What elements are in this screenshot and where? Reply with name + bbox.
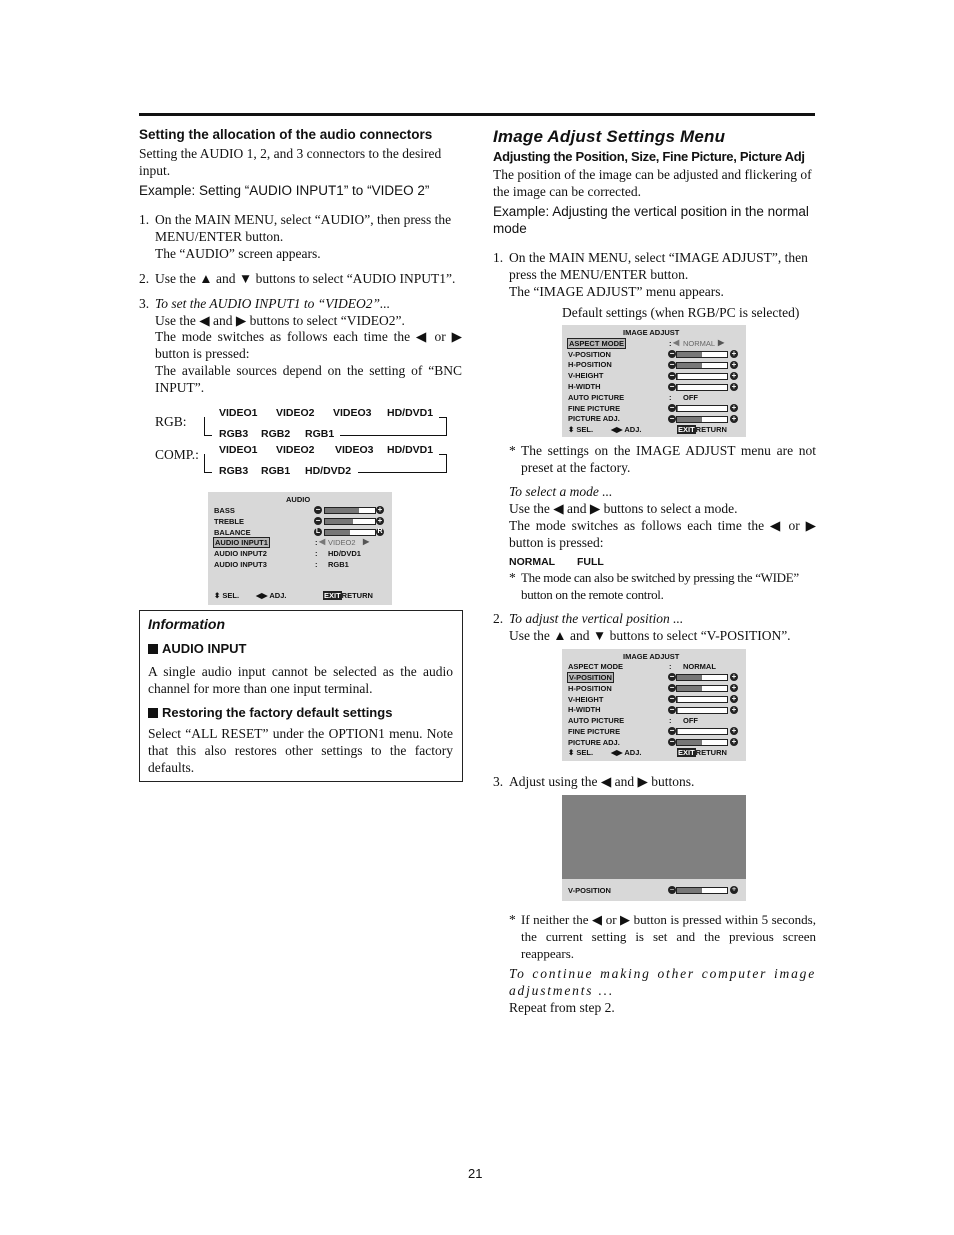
menu-row-treble[interactable]: TREBLE — [214, 517, 244, 526]
comp-label: COMP.: — [155, 447, 199, 462]
menu-footer-adj — [611, 748, 641, 757]
updown-icon: ⬍ — [568, 748, 575, 757]
menu-colon: : — [315, 538, 318, 547]
auto-picture-value: OFF — [683, 716, 698, 725]
exit-key[interactable]: EXIT — [324, 591, 341, 600]
menu-colon: : — [669, 662, 672, 671]
slider-fill — [677, 417, 702, 422]
information-box — [139, 610, 463, 782]
menu-colon: : — [315, 560, 318, 569]
v-position-slider[interactable] — [676, 351, 728, 358]
menu-footer-exit — [677, 748, 727, 757]
menu-colon: : — [315, 549, 318, 558]
menu-row-h-position[interactable]: H-POSITION — [568, 360, 612, 369]
audio-example: Example: Setting “AUDIO INPUT1” to “VIDEO 2” — [139, 183, 430, 198]
image-adjust-menu-screen — [562, 325, 746, 437]
menu-row-bass[interactable]: BASS — [214, 506, 235, 515]
slider-fill — [677, 686, 702, 691]
routing-line — [446, 417, 447, 436]
return-label: RETURN — [695, 748, 727, 757]
minus-icon: − — [669, 382, 675, 391]
mode-item: FULL — [577, 556, 604, 568]
note-factory-preset: The settings on the IMAGE ADJUST menu are not preset at the factory. — [521, 443, 816, 475]
v-position-screen — [562, 795, 746, 901]
menu-row-aspect-mode[interactable]: ASPECT MODE — [568, 662, 624, 671]
audio-input2-value: HD/DVD1 — [328, 549, 361, 558]
plus-icon: + — [731, 705, 737, 714]
menu-row-h-width[interactable]: H-WIDTH — [568, 705, 601, 714]
left-arrow-icon[interactable]: ◀ — [673, 338, 680, 347]
top-rule — [139, 113, 815, 116]
plus-icon: + — [731, 683, 737, 692]
routing-line — [439, 417, 446, 418]
aspect-mode-value: NORMAL — [683, 662, 716, 671]
plus-icon: + — [731, 360, 737, 369]
return-label: RETURN — [341, 591, 373, 600]
adj-label: ADJ. — [624, 425, 642, 434]
h-width-slider[interactable] — [676, 384, 728, 391]
select-mode-text: Use the ◀ and ▶ buttons to select a mode. — [509, 501, 738, 516]
exit-key[interactable]: EXIT — [678, 748, 695, 757]
note-star: * — [509, 912, 516, 927]
menu-row-auto-picture[interactable]: AUTO PICTURE — [568, 716, 625, 725]
bass-slider[interactable] — [324, 507, 376, 514]
fine-picture-slider[interactable] — [676, 728, 728, 735]
step-title: To set the AUDIO INPUT1 to “VIDEO2”... — [155, 296, 391, 311]
slider-fill — [677, 406, 678, 411]
routing-item: VIDEO2 — [276, 444, 315, 456]
menu-row-v-height[interactable]: V-HEIGHT — [568, 371, 604, 380]
select-mode-text: The mode switches as follows each time the ◀ or ▶ button is pressed: — [509, 518, 816, 550]
balance-slider[interactable] — [324, 529, 376, 536]
menu-row-picture-adj[interactable]: PICTURE ADJ. — [568, 738, 620, 747]
plus-icon: + — [731, 694, 737, 703]
v-position-bar-panel — [562, 879, 746, 901]
mode-item: NORMAL — [509, 556, 556, 568]
v-position-slider[interactable] — [676, 887, 728, 894]
menu-footer-sel — [214, 591, 239, 600]
left-arrow-icon[interactable]: ◀ — [319, 537, 326, 546]
right-arrow-icon[interactable]: ▶ — [363, 537, 370, 546]
image-adjust-menu-screen — [562, 649, 746, 761]
continue-title: To continue making other computer image adjustments ... — [509, 966, 816, 998]
plus-icon: + — [731, 403, 737, 412]
step-text: On the MAIN MENU, select “IMAGE ADJUST”, then press the MENU/ENTER button. — [509, 250, 808, 282]
slider-fill — [677, 697, 678, 702]
step-subtext: The “AUDIO” screen appears. — [155, 246, 321, 261]
plus-icon: + — [377, 516, 383, 525]
picture-adj-slider[interactable] — [676, 739, 728, 746]
step-number: 2. — [139, 271, 150, 286]
routing-item: RGB3 — [219, 428, 249, 440]
menu-row-aspect-mode[interactable]: ASPECT MODE — [569, 339, 625, 348]
menu-colon: : — [669, 339, 672, 348]
slider-fill — [677, 363, 702, 368]
routing-line — [204, 417, 205, 436]
updown-icon: ⬍ — [214, 591, 221, 600]
routing-item: VIDEO3 — [335, 444, 374, 456]
step-text: The mode switches as follows each time the ◀ or ▶ button is pressed: — [155, 329, 462, 361]
slider-fill — [677, 729, 678, 734]
slider-fill — [677, 352, 702, 357]
v-height-slider[interactable] — [676, 696, 728, 703]
adj-label: ADJ. — [269, 591, 287, 600]
routing-item: HD/DVD2 — [305, 465, 352, 477]
note-timeout: If neither the ◀ or ▶ button is pressed within 5 seconds, the current setting is set and the previous screen reappears. — [521, 912, 816, 961]
menu-row-audio-input2[interactable]: AUDIO INPUT2 — [214, 549, 267, 558]
audio-menu-screen — [208, 492, 392, 605]
step-text: Use the ▲ and ▼ buttons to select “V-POSITION”. — [509, 628, 791, 643]
slider-fill — [677, 888, 702, 893]
info-restore-heading — [148, 705, 392, 720]
step-number: 1. — [493, 250, 504, 265]
menu-colon: : — [669, 393, 672, 402]
menu-footer-exit — [677, 425, 727, 434]
audio-intro: Setting the AUDIO 1, 2, and 3 connectors to the desired input. — [139, 146, 442, 178]
routing-item: VIDEO1 — [219, 444, 258, 456]
step-title: To adjust the vertical position ... — [509, 611, 684, 626]
plus-icon: + — [731, 726, 737, 735]
note-star: * — [509, 570, 516, 585]
slider-fill — [677, 385, 678, 390]
slider-fill — [677, 675, 702, 680]
v-position-label: V-POSITION — [568, 886, 611, 895]
menu-row-balance[interactable]: BALANCE — [214, 528, 251, 537]
routing-item: VIDEO2 — [276, 407, 315, 419]
sel-label: SEL. — [576, 425, 594, 434]
sel-label: SEL. — [222, 591, 240, 600]
info-title: Information — [148, 616, 225, 632]
minus-icon: − — [669, 726, 675, 735]
heading-text: AUDIO INPUT — [162, 641, 247, 656]
routing-item: VIDEO3 — [333, 407, 372, 419]
routing-line — [439, 454, 446, 455]
auto-picture-value: OFF — [683, 393, 698, 402]
info-restore-text: Select “ALL RESET” under the OPTION1 menu. Note that this also restores other settings to the factory defaults. — [148, 726, 453, 775]
v-height-slider[interactable] — [676, 373, 728, 380]
minus-icon: − — [315, 505, 321, 514]
menu-title: IMAGE ADJUST — [623, 328, 680, 337]
updown-icon: ⬍ — [568, 425, 575, 434]
routing-item: HD/DVD1 — [387, 444, 434, 456]
audio-input3-value: RGB1 — [328, 560, 349, 569]
picture-adj-slider[interactable] — [676, 416, 728, 423]
plus-icon: + — [377, 505, 383, 514]
routing-item: RGB1 — [261, 465, 291, 477]
leftright-icon: ◀▶ — [256, 591, 268, 600]
minus-icon: − — [669, 360, 675, 369]
sel-label: SEL. — [576, 748, 594, 757]
menu-row-audio-input1[interactable]: AUDIO INPUT1 — [215, 538, 268, 547]
step-number: 1. — [139, 212, 150, 227]
menu-footer-sel — [568, 748, 593, 757]
routing-line — [340, 435, 447, 436]
minus-icon: − — [315, 516, 321, 525]
square-bullet-icon — [148, 708, 158, 718]
step-text: On the MAIN MENU, select “AUDIO”, then press the MENU/ENTER button. — [155, 212, 452, 244]
plus-icon: + — [731, 349, 737, 358]
menu-title: IMAGE ADJUST — [623, 652, 680, 661]
slider-fill — [325, 519, 353, 524]
minus-icon: − — [669, 694, 675, 703]
step-text: Adjust using the ◀ and ▶ buttons. — [509, 774, 695, 789]
adj-label: ADJ. — [624, 748, 642, 757]
image-adjust-heading: Image Adjust Settings Menu — [493, 127, 726, 146]
step-number: 2. — [493, 611, 504, 626]
leftright-icon: ◀▶ — [611, 425, 623, 434]
menu-colon: : — [669, 716, 672, 725]
routing-item: RGB3 — [219, 465, 249, 477]
return-label: RETURN — [695, 425, 727, 434]
routing-line — [358, 472, 447, 473]
plus-icon: + — [731, 885, 737, 894]
plus-icon: + — [731, 672, 737, 681]
audio-input1-value: VIDEO2 — [328, 538, 356, 547]
menu-row-v-height[interactable]: V-HEIGHT — [568, 695, 604, 704]
minus-icon: − — [669, 403, 675, 412]
balance-left-icon: L — [315, 528, 321, 535]
routing-line — [204, 435, 212, 436]
exit-key[interactable]: EXIT — [678, 425, 695, 434]
step-number: 3. — [493, 774, 504, 789]
h-width-slider[interactable] — [676, 707, 728, 714]
menu-row-h-position[interactable]: H-POSITION — [568, 684, 612, 693]
routing-item: VIDEO1 — [219, 407, 258, 419]
menu-row-fine-picture[interactable]: FINE PICTURE — [568, 404, 621, 413]
info-audio-input-heading — [148, 641, 247, 656]
info-audio-input-text: A single audio input cannot be selected as the audio channel for more than one input terminal. — [148, 664, 453, 696]
minus-icon: − — [669, 672, 675, 681]
menu-footer-adj — [256, 591, 286, 600]
image-adjust-intro: The position of the image can be adjusted and flickering of the image can be corrected. — [493, 167, 812, 199]
right-arrow-icon[interactable]: ▶ — [718, 338, 725, 347]
treble-slider[interactable] — [324, 518, 376, 525]
heading-text: Restoring the factory default settings — [162, 705, 393, 720]
routing-line — [204, 454, 205, 473]
slider-fill — [325, 530, 350, 535]
menu-title: AUDIO — [286, 495, 311, 504]
step-number: 3. — [139, 296, 150, 311]
note-wide-button: The mode can also be switched by pressing the “WIDE” button on the remote control. — [521, 570, 799, 602]
menu-footer-exit — [323, 591, 373, 600]
default-caption: Default settings (when RGB/PC is selected) — [562, 305, 800, 320]
menu-footer-adj — [611, 425, 641, 434]
note-star: * — [509, 443, 516, 458]
minus-icon: − — [669, 705, 675, 714]
continue-text: Repeat from step 2. — [509, 1000, 615, 1015]
image-adjust-subheading: Adjusting the Position, Size, Fine Picture, Picture Adj — [493, 149, 805, 164]
step-subtext: The “IMAGE ADJUST” menu appears. — [509, 284, 724, 299]
menu-row-audio-input3[interactable]: AUDIO INPUT3 — [214, 560, 267, 569]
fine-picture-slider[interactable] — [676, 405, 728, 412]
routing-item: RGB2 — [261, 428, 291, 440]
v-position-slider[interactable] — [676, 674, 728, 681]
menu-row-auto-picture[interactable]: AUTO PICTURE — [568, 393, 625, 402]
step-text: Use the ▲ and ▼ buttons to select “AUDIO INPUT1”. — [155, 271, 456, 286]
menu-row-v-position[interactable]: V-POSITION — [569, 673, 612, 682]
routing-item: RGB1 — [305, 428, 335, 440]
plus-icon: + — [731, 414, 737, 423]
rgb-label: RGB: — [155, 414, 187, 429]
slider-fill — [325, 508, 359, 513]
minus-icon: − — [669, 349, 675, 358]
slider-fill — [677, 708, 678, 713]
step-text: Use the ◀ and ▶ buttons to select “VIDEO2”. — [155, 313, 405, 328]
image-adjust-example: Example: Adjusting the vertical position in the normal mode — [493, 204, 809, 236]
audio-connectors-heading: Setting the allocation of the audio connectors — [139, 127, 433, 142]
minus-icon: − — [669, 414, 675, 423]
page-number: 21 — [468, 1166, 483, 1181]
menu-row-v-position[interactable]: V-POSITION — [568, 350, 611, 359]
minus-icon: − — [669, 371, 675, 380]
plus-icon: + — [731, 382, 737, 391]
menu-row-fine-picture[interactable]: FINE PICTURE — [568, 727, 621, 736]
balance-right-icon: R — [377, 528, 383, 535]
minus-icon: − — [669, 885, 675, 894]
plus-icon: + — [731, 371, 737, 380]
leftright-icon: ◀▶ — [611, 748, 623, 757]
h-position-slider[interactable] — [676, 362, 728, 369]
menu-row-picture-adj[interactable]: PICTURE ADJ. — [568, 414, 620, 423]
aspect-mode-value: NORMAL — [683, 339, 716, 348]
minus-icon: − — [669, 683, 675, 692]
routing-line — [204, 472, 212, 473]
menu-footer-sel — [568, 425, 593, 434]
menu-row-h-width[interactable]: H-WIDTH — [568, 382, 601, 391]
step-text: The available sources depend on the setting of “BNC INPUT”. — [155, 363, 462, 395]
routing-item: HD/DVD1 — [387, 407, 434, 419]
h-position-slider[interactable] — [676, 685, 728, 692]
minus-icon: − — [669, 737, 675, 746]
select-mode-title: To select a mode ... — [509, 484, 613, 499]
plus-icon: + — [731, 737, 737, 746]
routing-line — [446, 454, 447, 473]
slider-fill — [677, 740, 702, 745]
slider-fill — [677, 374, 678, 379]
square-bullet-icon — [148, 644, 158, 654]
